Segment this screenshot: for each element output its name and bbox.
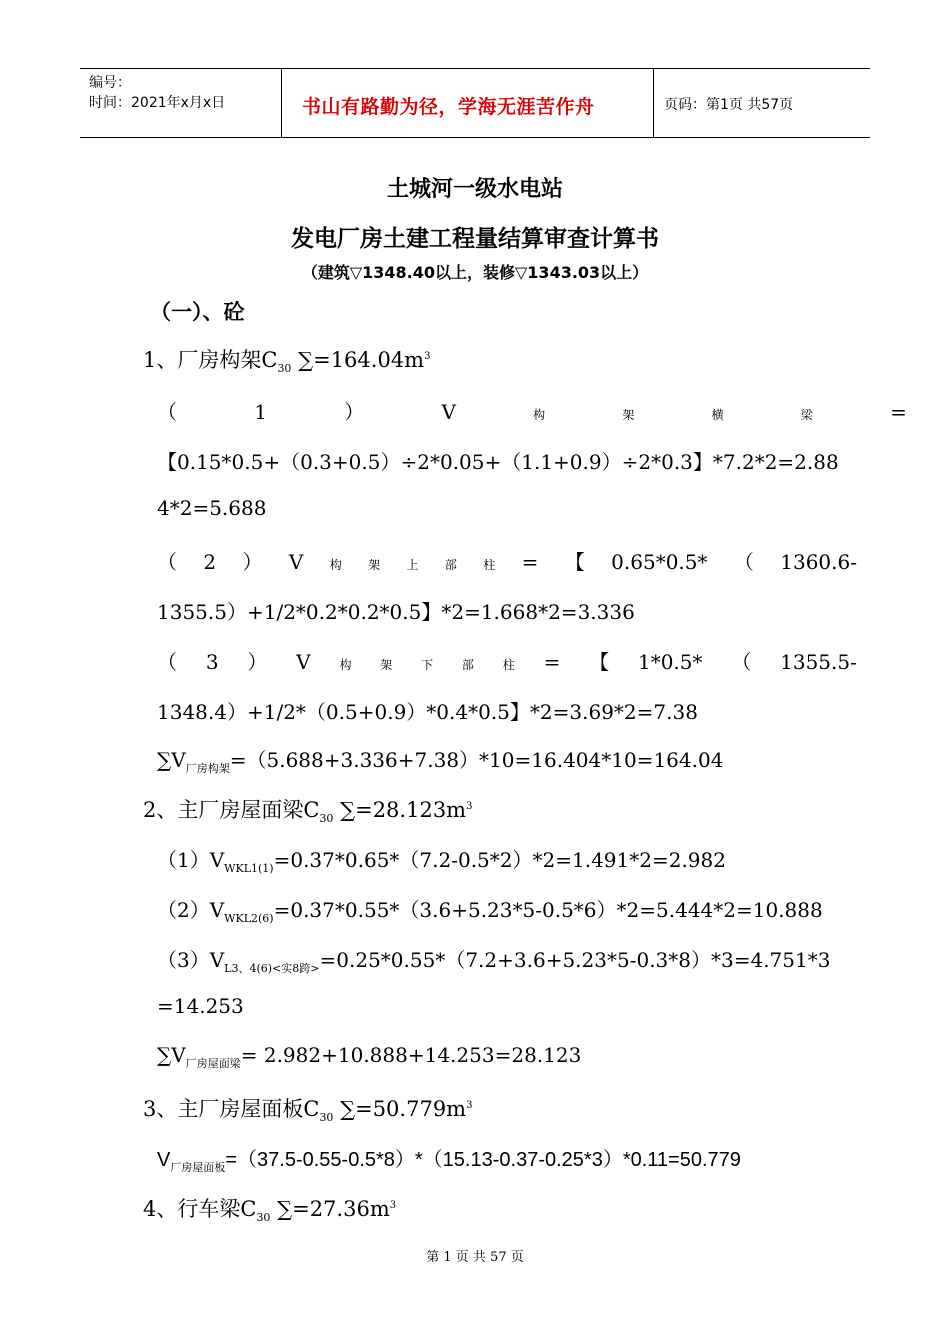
item-4-heading: 4、行车梁$C_{30}$ $\sum=27.36m^3$ xyxy=(143,1197,397,1225)
section-heading: （一）、砼 xyxy=(150,300,245,324)
time-label: 时间：2021年x月x日 xyxy=(89,95,226,111)
item-1b-line-1: （ 2 ） V 构 架 上 部 柱 = 【 0.65*0.5* （ 1360.6- xyxy=(157,550,857,574)
item-1c-line-2: 1348.4）+1/2*（0.5+0.9）*0.4*0.5】*2=3.69*2=7.38 xyxy=(157,700,698,724)
item-2c-line-1: $(3)V_{L3、4(6)<实8跨>}=0.25*0.55*(7.2+3.6+5.23*5-0.3*8)*3=4.751*3$ xyxy=(157,948,831,975)
item-2-heading: 2、主厂房屋面梁$C_{30}$ $\sum=28.123m^3$ xyxy=(143,798,473,826)
item-1c-line-1: （ 3 ） V 构 架 下 部 柱 = 【 1*0.5* （ 1355.5- xyxy=(157,650,857,674)
item-1-heading: 1、厂房构架$C_{30}$ $\sum=164.04m^3$ xyxy=(143,348,431,376)
item-1b-line-2: 1355.5）+1/2*0.2*0.2*0.5】*2=1.668*2=3.336 xyxy=(157,600,635,624)
number-label: 编号： xyxy=(89,75,131,91)
item-1a-line-2: 【0.15*0.5+（0.3+0.5）÷2*0.05+（1.1+0.9）÷2*0.3】*7.2*2=2.88 xyxy=(157,450,839,474)
item-3a: $V_{厂房屋面板}=(37.5-0.55-0.5*8)*(15.13-0.37-0.25*3)*0.11=50.779$ xyxy=(157,1149,741,1174)
item-2a: $(1)V_{WKL1(1)}=0.37*0.65*(7.2-0.5*2)*2=1.491*2=2.982$ xyxy=(157,848,726,875)
item-3-heading: 3、主厂房屋面板$C_{30}$ $\sum=50.779m^3$ xyxy=(143,1097,473,1125)
title-line-1: 土城河一级水电站 xyxy=(386,177,563,202)
item-1-sum: $\sum V_{厂房构架}=(5.688+3.336+7.38)*10=16.404*10=164.04$ xyxy=(157,748,724,775)
header-page-cell xyxy=(655,69,870,137)
item-1a-line-1: （ 1 ） V 构 架 横 梁 = xyxy=(157,400,907,424)
page-footer: 第 1 页 共 57 页 xyxy=(426,1250,524,1265)
item-2-sum: $\sum V_{厂房屋面梁}= 2.982+10.888+14.253=28.123$ xyxy=(157,1043,582,1070)
item-2b: $(2)V_{WKL2(6)}=0.37*0.55*(3.6+5.23*5-0.5*6)*2=5.444*2=10.888$ xyxy=(157,898,823,925)
page-info: 页码：第1页 共57页 xyxy=(664,97,794,113)
header-motto-cell xyxy=(282,69,654,137)
item-2c-line-2: =14.253 xyxy=(157,994,244,1018)
header-table xyxy=(80,68,870,138)
title-line-3: （建筑▽1348.40以上，装修▽1343.03以上） xyxy=(301,263,649,282)
title-line-2: 发电厂房土建工程量结算审查计算书 xyxy=(291,226,659,252)
item-1a-line-3: 4*2=5.688 xyxy=(157,496,267,520)
header-meta-cell xyxy=(80,69,282,137)
motto-text: 书山有路勤为径，学海无涯苦作舟 xyxy=(302,96,595,118)
